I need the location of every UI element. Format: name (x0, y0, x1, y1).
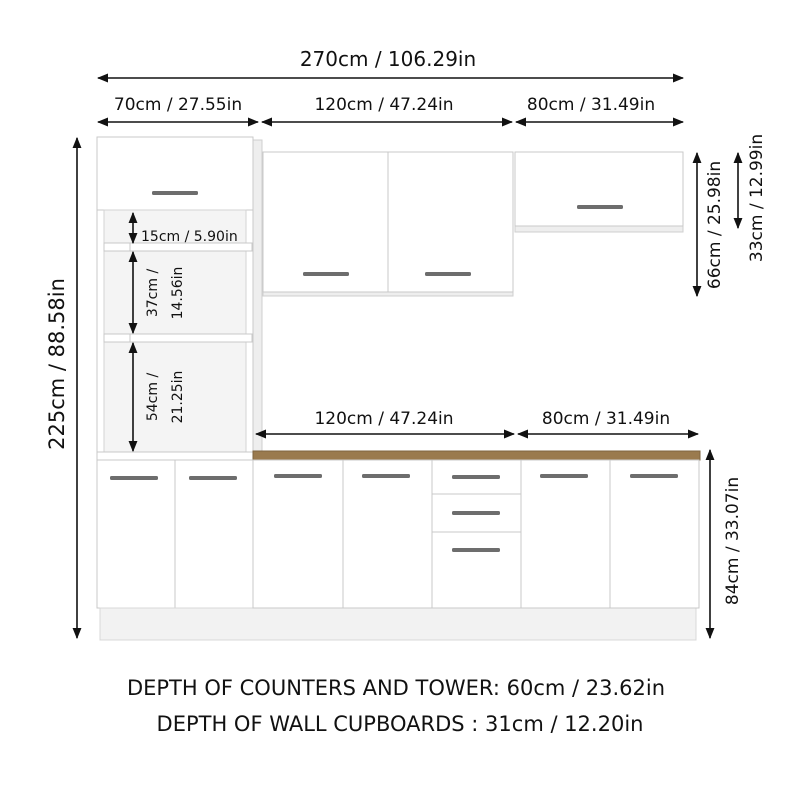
base-door-4 (610, 460, 699, 608)
base-door-2 (343, 460, 432, 608)
wall-single-handle (577, 205, 623, 209)
wall-double-handle-right (425, 272, 471, 276)
base-door-1 (253, 460, 343, 608)
wall-cabinet-height-label: 66cm / 25.98in (705, 160, 725, 290)
wall-double-door-right (388, 152, 513, 292)
shelf-gap-large-label-line1: 54cm / (145, 372, 161, 422)
tower-left-frame (97, 210, 104, 458)
wall-cabinet-single (515, 152, 683, 232)
base-handle-4 (630, 474, 678, 478)
tower-lower-door-right (175, 460, 253, 608)
counter-right-width-label: 80cm / 31.49in (541, 409, 671, 429)
shelf-gap-small-label: 15cm / 5.90in (141, 229, 238, 245)
shelf-gap-mid-label-line1: 37cm / (145, 268, 161, 318)
shelf-1-left (104, 243, 130, 251)
countertop (253, 451, 700, 460)
tower-top-door (97, 137, 253, 210)
counter-depth-note: DEPTH OF COUNTERS AND TOWER: 60cm / 23.62in (126, 676, 666, 700)
tower-width-label: 70cm / 27.55in (113, 95, 243, 115)
drawer-handle-1 (452, 475, 500, 479)
overall-height-label: 225cm / 88.58in (45, 278, 69, 450)
base-handle-1 (274, 474, 322, 478)
tower-lower-handle-left (110, 476, 158, 480)
tower-lower-handle-right (189, 476, 237, 480)
shelf-gap-large-label-line2: 21.25in (170, 370, 186, 424)
wall-double-handle-left (303, 272, 349, 276)
base-handle-2 (362, 474, 410, 478)
drawer-3 (432, 532, 521, 608)
shelf-gap-mid-label-line2: 14.56in (170, 266, 186, 320)
shelf-2-left (104, 334, 130, 342)
overall-width-label: 270cm / 106.29in (299, 47, 477, 71)
shelf-2 (130, 334, 252, 342)
base-door-3 (521, 460, 610, 608)
plinth (100, 608, 696, 640)
base-handle-3 (540, 474, 588, 478)
wall-single-width-label: 80cm / 31.49in (526, 95, 656, 115)
counter-left-width-label: 120cm / 47.24in (314, 409, 454, 429)
counter-height-label: 84cm / 33.07in (723, 476, 743, 606)
depth-notes (127, 676, 665, 736)
tower-top-handle (152, 191, 198, 195)
wall-depth-note: DEPTH OF WALL CUPBOARDS : 31cm / 12.20in (156, 712, 644, 736)
drawer-handle-2 (452, 511, 500, 515)
tower-base-shelf (97, 452, 253, 460)
wall-double-door-left (263, 152, 388, 292)
tower-lower-door-left (97, 460, 175, 608)
wall-double-width-label: 120cm / 47.24in (314, 95, 454, 115)
wall-single-flap-door (515, 152, 683, 226)
drawer-handle-3 (452, 548, 500, 552)
wall-cabinet-double (263, 152, 513, 296)
short-wall-cabinet-height-label: 33cm / 12.99in (747, 133, 767, 263)
